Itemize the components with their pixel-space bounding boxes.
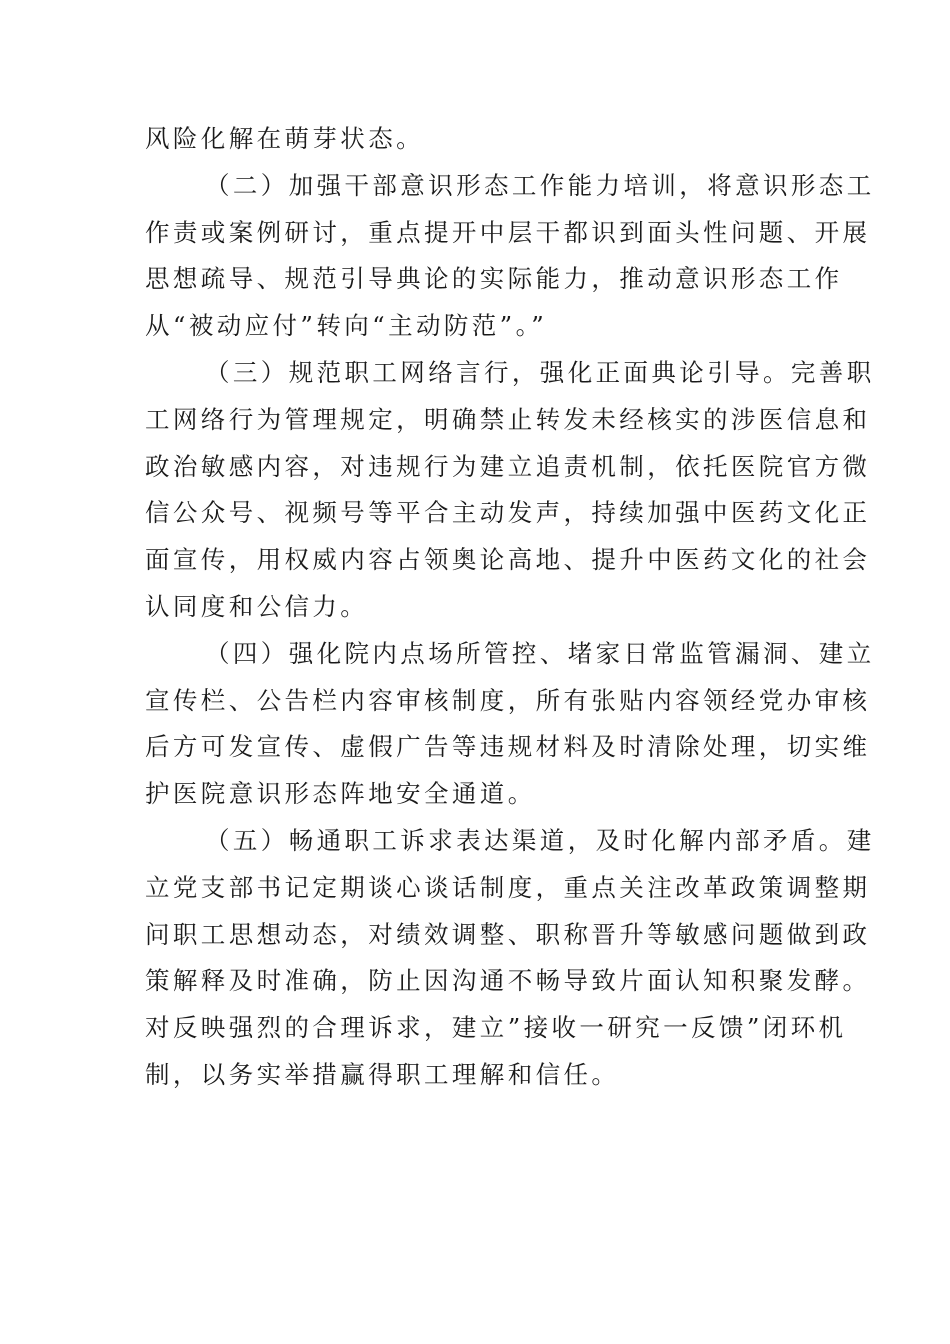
paragraph-3-start: （三）规范职工网络言行，强化正面典论引导。完善职 (205, 357, 875, 387)
paragraph-2-start: （二）加强干部意识形态工作能力培训，将意识形态工 (205, 170, 875, 200)
text-line: 对反映强烈的合理诉求，建立”接收一研究一反馈”闭环机 (145, 1013, 847, 1043)
text-line: 从“被动应付”转向“主动防范”。” (145, 311, 548, 341)
text-line: 作责或案例研讨，重点提开中层干都识到面头性问题、开展 (145, 217, 871, 247)
text-line: 问职工思想动态，对绩效调整、职称晋升等敏感问题做到政 (145, 919, 871, 949)
text-line: 工网络行为管理规定，明确禁止转发未经核实的涉医信息和 (145, 404, 871, 434)
paragraph-4-start: （四）强化院内点场所管控、堵家日常监管漏洞、建立 (205, 638, 875, 668)
text-line: 护医院意识形态阵地安全通道。 (145, 779, 536, 809)
text-line: 信公众号、视频号等平合主动发声，持续加强中医药文化正 (145, 498, 871, 528)
text-line: 认同度和公信力。 (145, 591, 369, 621)
text-line: 政治敏感内容，对违规行为建立追责机制，依托医院官方微 (145, 451, 871, 481)
text-line: 风险化解在萌芽状态。 (145, 124, 424, 153)
text-line: 面宣传，用权威内容占领奥论高地、提升中医药文化的社会 (145, 545, 871, 575)
text-line: 立党支部书记定期谈心谈话制度，重点关注改革政策调整期 (145, 872, 871, 902)
paragraph-5-start: （五）畅通职工诉求表达渠道，及时化解内部矛盾。建 (205, 825, 875, 855)
document-body (145, 116, 875, 1099)
text-line: 制，以务实举措赢得职工理解和信任。 (145, 1059, 620, 1089)
text-line: 思想疏导、规范引导典论的实际能力，推动意识形态工作 (145, 264, 843, 294)
text-line: 后方可发宣传、虚假广告等违规材料及时清除处理，切实维 (145, 732, 871, 762)
text-line: 策解释及时准确，防止因沟通不畅导致片面认知积聚发酵。 (145, 966, 871, 996)
text-line: 宣传栏、公告栏内容审核制度，所有张贴内容领经党办审核 (145, 685, 871, 715)
